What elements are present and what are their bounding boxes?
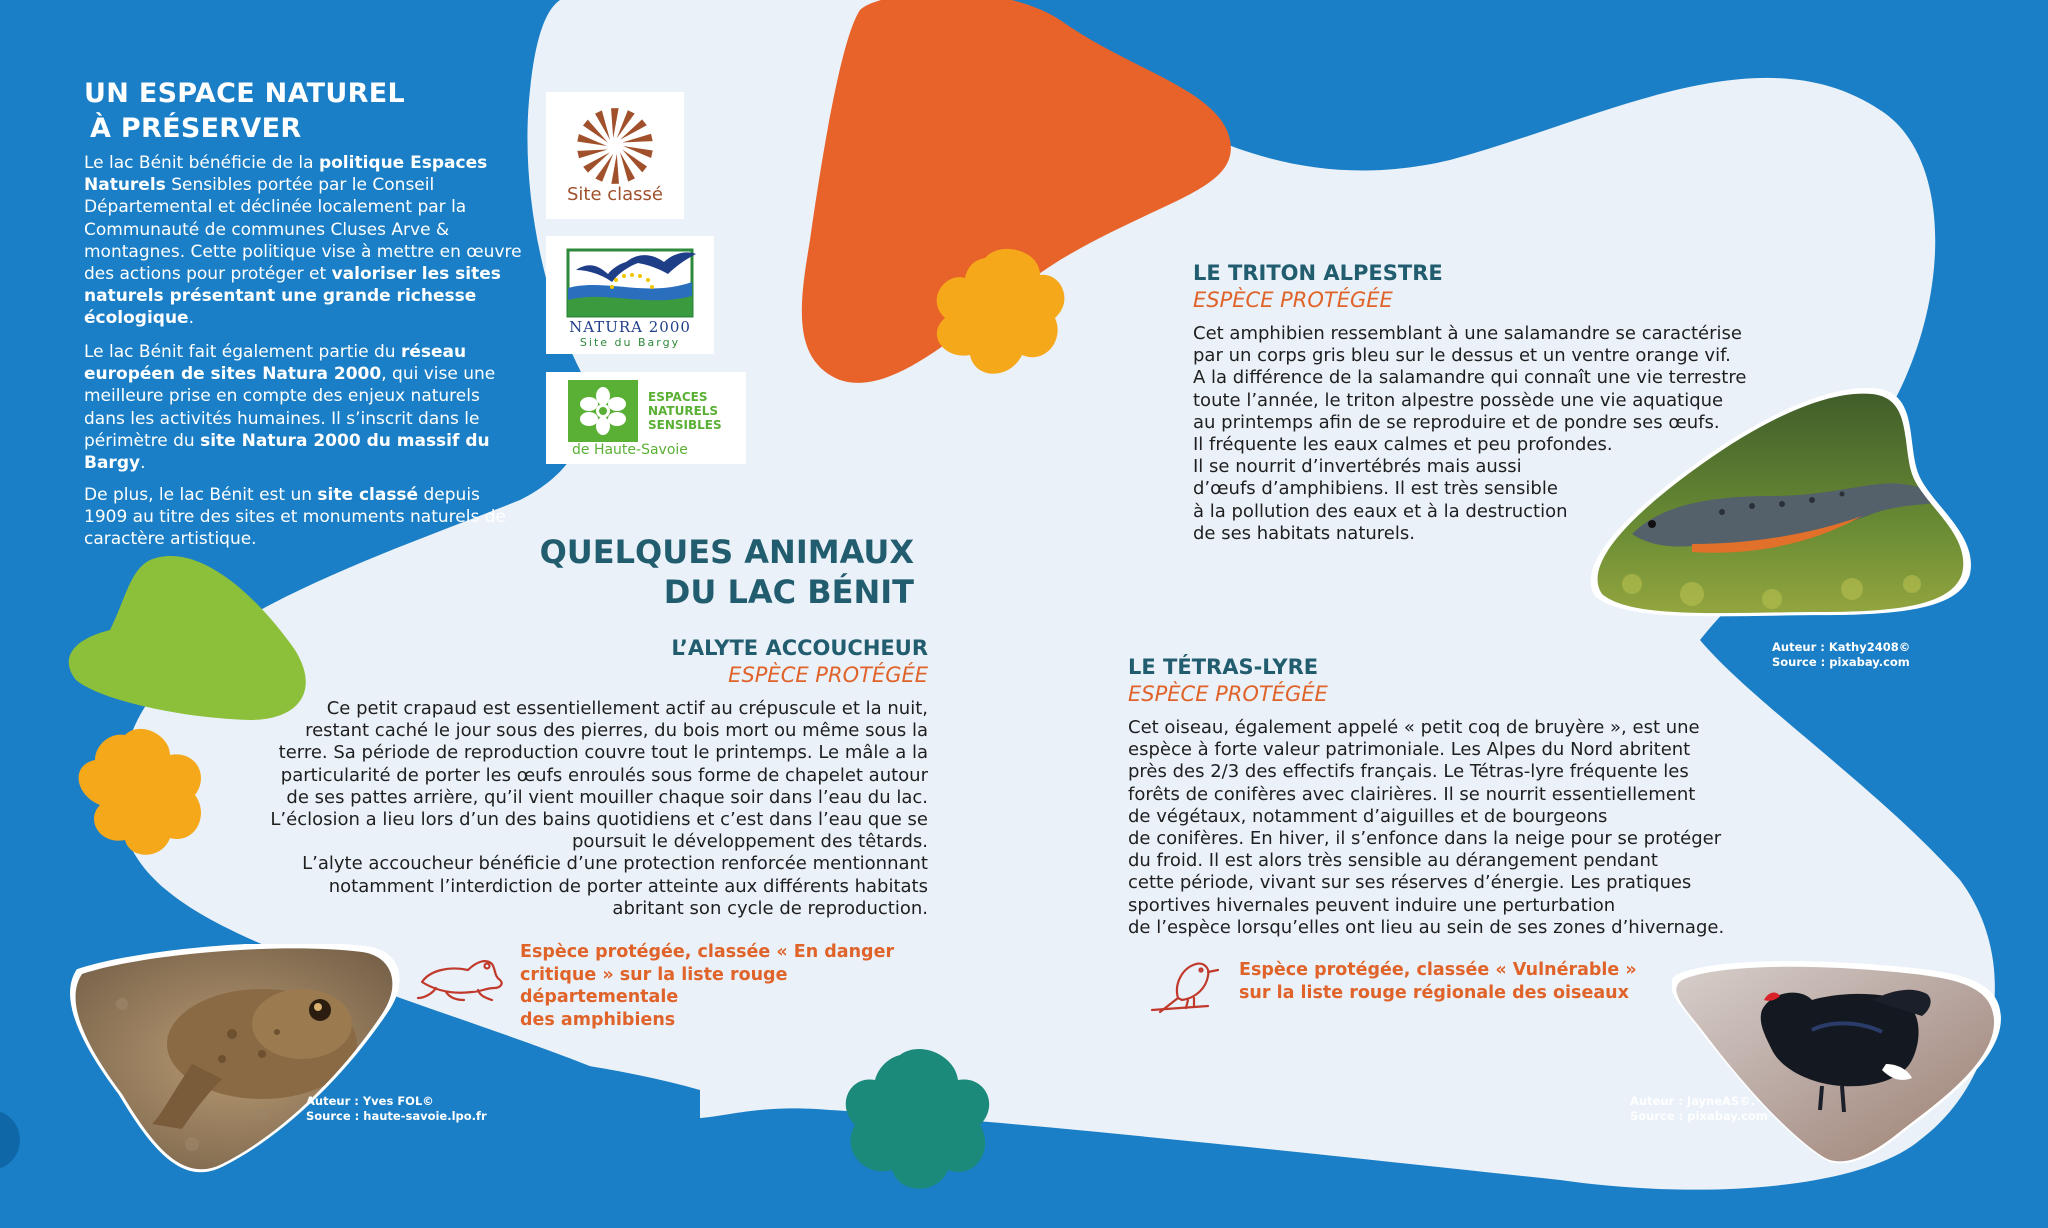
tetras-classification-line: Espèce protégée, classée « Vulnérable »	[1239, 960, 1637, 980]
tetras-credit-source: Source : pixabay.com	[1630, 1109, 1768, 1123]
alyte-description-line: de ses pattes arrière, qu’il vient mouiller chaque soir dans l’eau du lac.	[286, 786, 928, 808]
triton-credit-source: Source : pixabay.com	[1772, 655, 1910, 669]
bird-icon	[1148, 954, 1228, 1018]
alyte-credit-author: Auteur : Yves FOL©	[306, 1094, 434, 1108]
left-paragraph-1-run: Le lac Bénit bénéficie de la	[84, 153, 319, 173]
alyte-description-line: particularité de porter les œufs enroulés sous forme de chapelet autour	[280, 764, 928, 786]
left-paragraph-2-run: réseau européen de sites Natura 2000	[84, 342, 467, 385]
tetras-description-line: de l’espèce lorsqu’elles ont lieu au sein de ses zones d’hivernage.	[1128, 916, 1725, 938]
tetras-description-line: sportives hivernales peuvent induire une perturbation	[1128, 894, 1616, 916]
triton-description-line: à la pollution des eaux et à la destruction	[1193, 500, 1568, 522]
tetras-description-line: forêts de conifères avec clairières. Il se nourrit essentiellement	[1128, 783, 1696, 805]
tetras-description-line: de végétaux, notamment d’aiguilles et de bourgeons	[1128, 805, 1608, 827]
black-grouse-photo	[1672, 960, 2002, 1170]
sunburst-ray	[577, 134, 607, 146]
sunburst-ray	[595, 154, 613, 182]
alyte-description-line: terre. Sa période de reproduction couvre tout le printemps. Le mâle a la	[278, 742, 928, 764]
triton-credit-author: Auteur : Kathy2408©	[1772, 640, 1911, 654]
tetras-description-line: cette période, vivant sur ses réserves d’énergie. Les pratiques	[1128, 872, 1692, 894]
left-paragraph-1-run: Sensibles portée par le Conseil Départemental et déclinée localement par la Communauté de communes Cluses Arve & montagnes. Cette politique vise à mettre en œuvre des actions pour protéger et	[84, 175, 522, 285]
alyte-description-line: abritant son cycle de reproduction.	[612, 897, 928, 919]
alyte-description-line: notamment l’interdiction de porter atteinte aux différents habitats	[328, 875, 928, 897]
sunburst-ray	[595, 110, 610, 139]
tetras-title: LE TÉTRAS-LYRE	[1128, 655, 1319, 679]
main-title	[440, 532, 914, 612]
left-paragraph-2-run: .	[140, 453, 146, 474]
alyte-classification-line: des amphibiens	[520, 1009, 676, 1030]
newt-photo	[1572, 384, 1972, 624]
tetras-description-line: près des 2/3 des effectifs français. Le Tétras-lyre fréquente les	[1128, 761, 1689, 783]
alyte-classification-line: critique » sur la liste rouge départementale	[520, 964, 788, 1007]
left-paragraph-1-run: .	[188, 308, 194, 329]
left-paragraph-2-run: Le lac Bénit fait également partie du	[84, 342, 401, 362]
alyte-description-line: poursuit le développement des têtards.	[571, 831, 928, 853]
alyte-description	[236, 698, 928, 920]
triton-description-line: par un corps gris bleu sur le dessus et un ventre orange vif.	[1193, 345, 1731, 367]
tetras-classification-line: sur la liste rouge régionale des oiseaux	[1239, 982, 1629, 1003]
tetras-classification	[1239, 959, 1659, 1004]
left-paragraph-2-run: site Natura 2000 du massif du Bargy	[84, 430, 490, 474]
triton-description-line: de ses habitats naturels.	[1193, 522, 1415, 544]
left-paragraph-1	[84, 152, 524, 330]
tetras-description-line: du froid. Il est alors très sensible au dérangement pendant	[1128, 850, 1658, 872]
alyte-classification-line: Espèce protégée, classée « En danger	[520, 942, 895, 962]
triton-description-line: au printemps afin de se reproduire et de pondre ses œufs.	[1193, 411, 1720, 433]
alyte-credit	[306, 1094, 487, 1124]
toad-photo	[62, 944, 402, 1174]
triton-description-line: A la différence de la salamandre qui connaît une vie terrestre	[1193, 367, 1747, 389]
triton-description-line: Cet amphibien ressemblant à une salamandre se caractérise	[1193, 323, 1742, 344]
sunburst-ray	[620, 152, 635, 181]
alyte-credit-source: Source : haute-savoie.lpo.fr	[306, 1109, 487, 1123]
left-paragraph-3-run: De plus, le lac Bénit est un	[84, 485, 318, 505]
left-paragraph-1-run: valoriser les sites naturels présentant une grande richesse écologique	[84, 264, 501, 329]
left-paragraph-2	[84, 341, 524, 474]
tetras-credit	[1630, 1094, 1768, 1124]
alyte-classification	[520, 941, 940, 1031]
alyte-status: ESPÈCE PROTÉGÉE	[728, 663, 928, 687]
natura-2000-logo	[546, 236, 714, 354]
sunburst-icon	[546, 98, 684, 193]
triton-credit	[1772, 640, 1910, 670]
triton-description-line: Il fréquente les eaux calmes et peu profondes.	[1193, 434, 1613, 456]
alyte-description-line: Ce petit crapaud est essentiellement actif au crépuscule et la nuit,	[326, 698, 928, 719]
ens-label-4: de Haute-Savoie	[572, 442, 688, 458]
tetras-description-line: de conifères. En hiver, il s’enfonce dans la neige pour se protéger	[1128, 828, 1722, 850]
left-paragraph-1-run: politique Espaces Naturels	[84, 153, 488, 196]
left-heading	[84, 76, 405, 146]
left-paragraph-3-run: site classé	[317, 485, 419, 505]
triton-description-line: d’œufs d’amphibiens. Il est très sensible	[1193, 478, 1558, 500]
tetras-description-line: Cet oiseau, également appelé « petit coq de bruyère », est une	[1128, 717, 1700, 738]
flower-icon	[568, 380, 638, 442]
triton-title: LE TRITON ALPESTRE	[1193, 261, 1443, 285]
ens-logo	[546, 372, 746, 464]
frog-icon	[416, 948, 508, 1004]
tetras-credit-author: Auteur : JayneAS©.	[1630, 1094, 1756, 1108]
natura-label: NATURA 2000	[569, 318, 691, 336]
tetras-status: ESPÈCE PROTÉGÉE	[1128, 682, 1328, 706]
alyte-description-line: L’éclosion a lieu lors d’un des bains quotidiens et c’est dans l’eau que se	[270, 809, 928, 831]
triton-description-line: toute l’année, le triton alpestre possède une vie aquatique	[1193, 389, 1724, 411]
ens-label-2: NATURELS	[648, 404, 719, 418]
tetras-description-line: espèce à forte valeur patrimoniale. Les Alpes du Nord abritent	[1128, 739, 1691, 761]
alyte-description-line: restant caché le jour sous des pierres, du bois mort ou même sous la	[305, 720, 928, 742]
alyte-title: L’ALYTE ACCOUCHEUR	[671, 636, 928, 660]
sunburst-ray	[611, 108, 619, 138]
site-classe-label: Site classé	[566, 184, 664, 205]
natura-site-label: Site du Bargy	[579, 336, 681, 349]
main-title-line1: QUELQUES ANIMAUX	[539, 533, 914, 571]
main-title-line2: DU LAC BÉNIT	[663, 573, 914, 611]
sunburst-ray	[617, 110, 635, 138]
ens-label-3: SENSIBLES	[648, 418, 722, 432]
ens-label-1: ESPACES	[648, 390, 708, 404]
triton-status: ESPÈCE PROTÉGÉE	[1193, 288, 1393, 312]
tetras-description	[1128, 717, 1768, 939]
left-heading-line2: À PRÉSERVER	[90, 113, 302, 144]
birds-icon	[546, 240, 714, 320]
triton-description-line: Il se nourrit d’invertébrés mais aussi	[1193, 456, 1522, 478]
left-paragraph-3-run: depuis 1909 au titre des sites et monuments naturels de caractère artistique.	[84, 485, 506, 550]
site-classe-logo	[546, 92, 684, 219]
alyte-description-line: L’alyte accoucheur bénéficie d’une protection renforcée mentionnant	[302, 853, 928, 875]
sunburst-ray	[611, 154, 619, 184]
left-paragraph-2-run: , qui vise une meilleure prise en compte des enjeux naturels dans les activités humaines. Il s’inscrit dans le périmètre du	[84, 364, 496, 451]
left-heading-line1: UN ESPACE NATUREL	[84, 78, 405, 109]
sunburst-ray	[623, 146, 653, 158]
